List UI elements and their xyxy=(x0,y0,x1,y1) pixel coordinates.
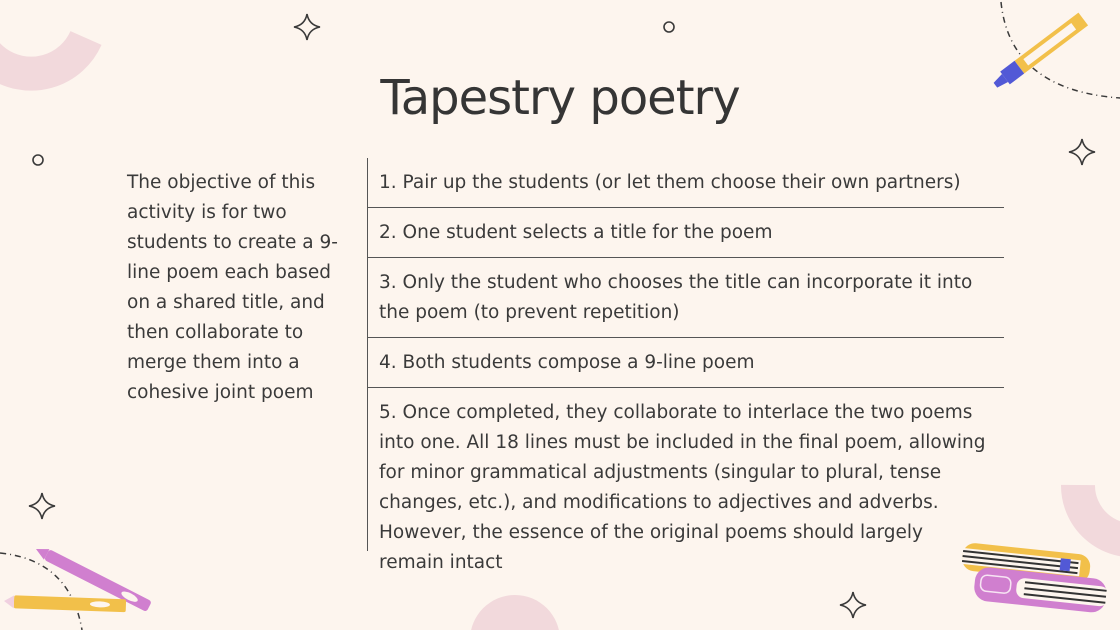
step-item: 5. Once completed, they collaborate to interlace the two poems into one. All 18 lines must be included in the final poem, allowing for minor grammatical adjustments (singular to plural, tense changes, etc.), and modifications to adjectives and adverbs. However, the essence of the original poems should largely remain intact xyxy=(379,402,986,573)
pink-arc-bottom-right xyxy=(1078,485,1120,540)
pink-semicircle-bottom xyxy=(470,595,560,630)
slide-title: Tapestry poetry xyxy=(380,70,740,126)
step-item: 2. One student selects a title for the poem xyxy=(368,208,1004,258)
pencil-yellow-icon xyxy=(4,595,126,612)
steps-list xyxy=(367,158,1004,573)
intro-paragraph: The objective of this activity is for two students to create a 9-line poem each based on a shared title, and then collaborate to merge them into a cohesive joint poem xyxy=(127,172,338,403)
step-item: 4. Both students compose a 9-line poem xyxy=(368,338,1004,388)
step-item: 3. Only the student who chooses the title can incorporate it into the poem (to prevent repetition) xyxy=(368,258,1004,338)
step-item: 1. Pair up the students (or let them choose their own partners) xyxy=(368,158,1004,208)
pink-arc-top-left xyxy=(0,0,86,74)
